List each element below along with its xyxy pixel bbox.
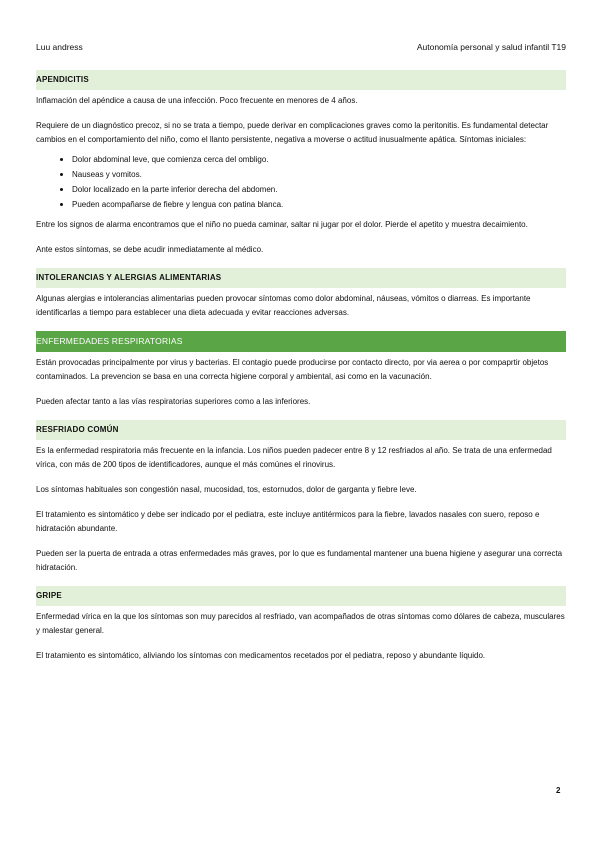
page-header bbox=[36, 42, 566, 52]
section-heading: ENFERMEDADES RESPIRATORIAS bbox=[36, 331, 566, 352]
list-item: • Dolor abdominal leve, que comienza cerca del ombligo. bbox=[72, 152, 566, 167]
document-body bbox=[36, 70, 566, 674]
paragraph: Algunas alergias e intolerancias alimentarias pueden provocar síntomas como dolor abdominal, náuseas, vómitos o diarreas. Es importante identificarlas a tiempo para establecer una dieta adecuada y evitar reacciones adversas. bbox=[36, 294, 531, 317]
bullet-list bbox=[36, 152, 566, 212]
section-heading: RESFRIADO COMÚN bbox=[36, 420, 566, 440]
page-number: 2 bbox=[556, 786, 561, 795]
section-heading: APENDICITIS bbox=[36, 70, 566, 90]
paragraph: El tratamiento es sintomático, aliviando los síntomas con medicamentos recetados por el pediatra, reposo y abundante líquido. bbox=[36, 651, 486, 660]
header-author: Luu andress bbox=[36, 42, 83, 52]
paragraph: Los síntomas habituales son congestión nasal, mucosidad, tos, estornudos, dolor de garganta y fiebre leve. bbox=[36, 485, 417, 494]
paragraph: Ante estos síntomas, se debe acudir inmediatamente al médico. bbox=[36, 245, 264, 254]
paragraph: Inflamación del apéndice a causa de una infección. Poco frecuente en menores de 4 años. bbox=[36, 96, 358, 105]
header-course: Autonomía personal y salud infantil T19 bbox=[416, 42, 566, 52]
paragraph: Están provocadas principalmente por virus y bacterias. El contagio puede producirse por contacto directo, por via aerea o por compaprtir objetos contaminados. La prevencion se basa en una correcta higiene corporal y ambiental, asi como en la vacunación. bbox=[36, 358, 549, 381]
paragraph: Enfermedad vírica en la que los síntomas son muy parecidos al resfriado, van acompañados de otras síntomas como dólares de cabeza, musculares y malestar general. bbox=[36, 612, 565, 635]
list-item: • Dolor localizado en la parte inferior derecha del abdomen. bbox=[72, 182, 566, 197]
paragraph: Pueden ser la puerta de entrada a otras enfermedades más graves, por lo que es fundamental mantener una buena higiene y asegurar una correcta hidratación. bbox=[36, 549, 563, 572]
paragraph: Pueden afectar tanto a las vías respiratorias superiores como a las inferiores. bbox=[36, 397, 311, 406]
paragraph: Requiere de un diagnóstico precoz, si no se trata a tiempo, puede derivar en complicaciones graves como la peritonitis. Es fundamental detectar cambios en el comportamiento del niño, como el llanto persistente, negativa a moverse o actitud inusualmente apática. Síntomas iniciales: bbox=[36, 121, 549, 144]
list-item: • Pueden acompañarse de fiebre y lengua con patina blanca. bbox=[72, 197, 566, 212]
paragraph: Entre los signos de alarma encontramos que el niño no pueda caminar, saltar ni jugar por el dolor. Pierde el apetito y muestra decaimiento. bbox=[36, 220, 528, 229]
paragraph: Es la enfermedad respiratoria más frecuente en la infancia. Los niños pueden padecer entre 8 y 12 resfriados al año. Se trata de una enfermedad vírica, con más de 200 tipos de identificadores, aunque el más comúnes el rinovirus. bbox=[36, 446, 552, 469]
paragraph: El tratamiento es sintomático y debe ser indicado por el pediatra, este incluye antitérmicos para la fiebre, lavados nasales con suero, reposo e hidratación abundante. bbox=[36, 510, 540, 533]
section-heading: GRIPE bbox=[36, 586, 566, 606]
section-heading: INTOLERANCIAS Y ALERGIAS ALIMENTARIAS bbox=[36, 268, 566, 288]
list-item: • Nauseas y vomitos. bbox=[72, 167, 566, 182]
